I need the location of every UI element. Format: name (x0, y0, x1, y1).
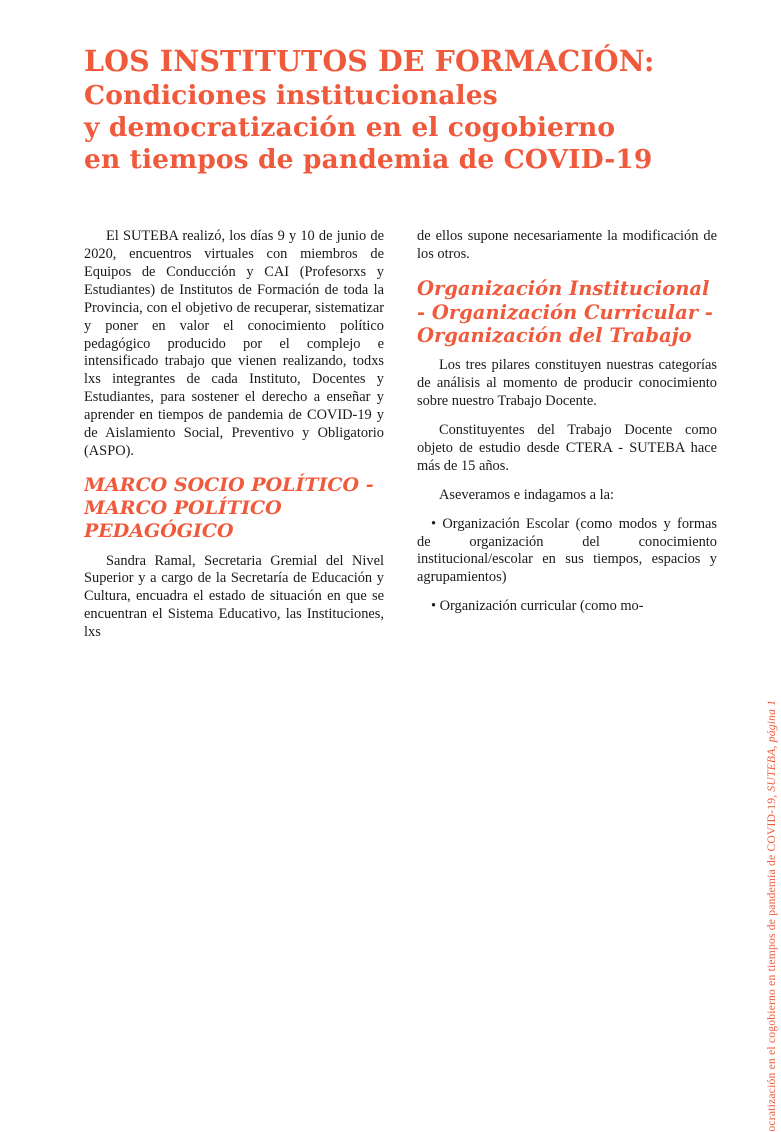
paragraph: Sandra Ramal, Secretaria Gremial del Nivel Superior y a cargo de la Secretaría de Educación y Cultura, encuadra el estado de situación en que se encuentran el Sistema Educativo, las Instituciones, lxs (84, 552, 384, 641)
side-running-head-source: SUTEBA (765, 748, 778, 792)
title-line-2: Condiciones institucionales (84, 80, 498, 112)
list-item: • Organización curricular (como mo- (431, 598, 644, 615)
section-heading: Organización Institucional - Organización Curricular - Organización del Trabajo (417, 276, 713, 348)
side-running-head-title: ocratización en el cogobierno en tiempos de pandemia de COVID-19, (765, 794, 778, 1132)
title-line-4: en tiempos de pandemia de COVID-19 (84, 143, 653, 175)
section-heading: MARCO SOCIO POLÍTICO - MARCO POLÍTICO PEDAGÓGICO (84, 473, 374, 543)
title-line-1: LOS INSTITUTOS DE FORMACIÓN: (84, 44, 655, 78)
side-running-head-text: ocratización en el cogobierno en tiempos de pandemia de COVID-19, SUTEBA, página 1 (765, 699, 778, 1132)
body-columns (84, 228, 717, 668)
list-item: • Organización Escolar (como modos y formas de organización del conocimiento institucional/escolar en sus tiempos, espacios y agrupamientos) (417, 515, 717, 586)
paragraph: El SUTEBA realizó, los días 9 y 10 de junio de 2020, encuentros virtuales con miembros de Equipos de Conducción y CAI (Profesorxs y Estudiantes) de Institutos de Formación de toda la Provincia, con el objetivo de recuperar, sistematizar y poner en valor el conocimiento político pedagógico producido por el complejo e intensificado trabajo que vienen realizando, todxs lxs integrantes de cada Instituto, Docentes y Estudiantes, para sostener el derecho a enseñar y aprender en tiempos de pandemia de COVID-19 y de Aislamiento Social, Preventivo y Obligatorio (ASPO). (84, 228, 384, 460)
paragraph: Constituyentes del Trabajo Docente como objeto de estudio desde CTERA - SUTEBA hace más de 15 años. (417, 421, 717, 474)
title-line-3: y democratización en el cogobierno (84, 111, 616, 143)
column-left (84, 228, 384, 668)
side-running-head (745, 0, 778, 1132)
page-title (84, 44, 704, 176)
paragraph-continued: de ellos supone necesariamente la modificación de los otros. (417, 228, 717, 262)
column-right (417, 228, 717, 668)
side-running-head-page: página 1 (765, 699, 778, 743)
paragraph: Los tres pilares constituyen nuestras categorías de análisis al momento de producir conocimiento sobre nuestro Trabajo Docente. (417, 357, 717, 410)
paragraph: Aseveramos e indagamos a la: (439, 486, 615, 503)
